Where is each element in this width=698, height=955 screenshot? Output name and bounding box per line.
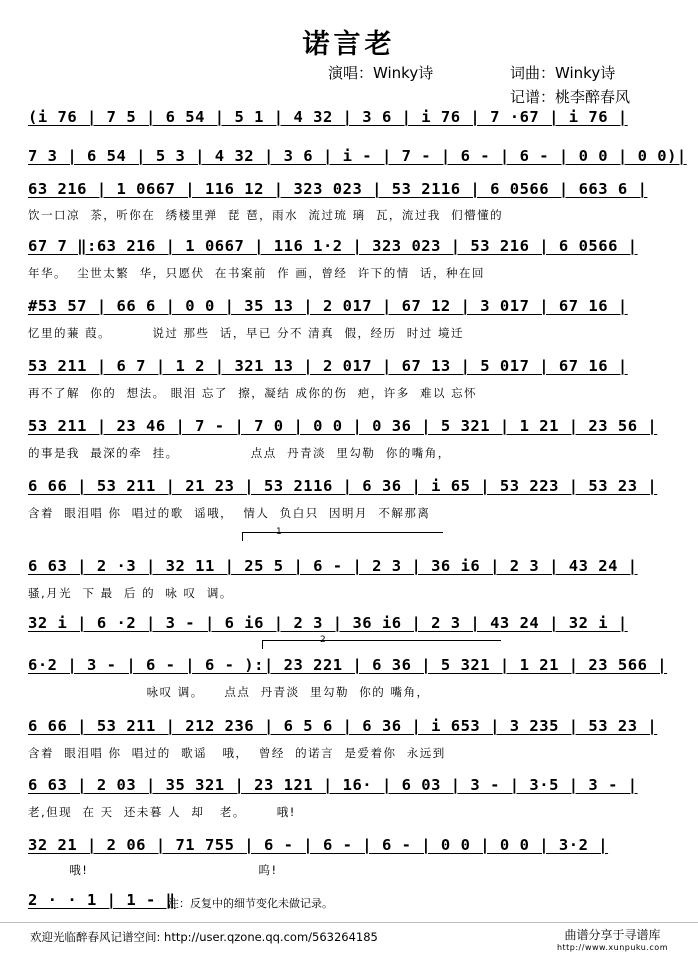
score-row-7: 53 211 | 23 46 | 7 - | 7 0 | 0 0 | 0 36 | 5 321 | 1 21 | 23 56 | [28, 417, 658, 435]
score-row-6: 53 211 | 6 7 | 1 2 | 321 13 | 2 017 | 67 13 | 5 017 | 67 16 | [28, 357, 628, 375]
volta-bracket-1 [242, 532, 443, 541]
transcription-note: 注：反复中的细节变化未做记录。 [168, 897, 333, 910]
lyrics-row-4: 年华。 尘世太繁 华，只愿伏 在书案前 作 画，曾经 许下的情 话，种在回 [28, 266, 486, 280]
singer-credit: 演唱：Winky诗 [328, 64, 434, 82]
volta-bracket-2 [262, 640, 501, 649]
song-title: 诺言老 [302, 29, 396, 60]
transcriber-credit: 记谱：桃李醉春风 [510, 88, 631, 106]
footer-link-text: 欢迎光临醉春风记谱空间: http://user.qzone.qq.com/563264185 [30, 930, 378, 944]
lyrics-row-3: 饮一口凉 茶，听你在 绣楼里弹 琵 琶，雨水 流过琉 璃 瓦，流过我 们懵懂的 [28, 208, 504, 222]
composer-credit: 词曲：Winky诗 [510, 64, 616, 82]
score-row-9: 6 63 | 2 ·3 | 32 11 | 25 5 | 6 - | 2 3 | 36 i6 | 2 3 | 43 24 | [28, 557, 638, 575]
footer-divider [0, 922, 698, 923]
logo-line-1: 曲谱分享于寻谱库 [564, 928, 661, 942]
score-row-11: 6·2 | 3 - | 6 - | 6 - ):| 23 221 | 6 36 | 5 321 | 1 21 | 23 566 | [28, 656, 668, 674]
lyrics-row-6: 再不了解 你的 想法。 眼泪 忘了 擦，凝结 成你的伤 疤，许多 难以 忘怀 [28, 386, 478, 400]
lyrics-row-11: 咏叹 调。 点点 丹青淡 里勾勒 你的 嘴角， [28, 685, 430, 699]
score-row-5: #53 57 | 66 6 | 0 0 | 35 13 | 2 017 | 67 12 | 3 017 | 67 16 | [28, 297, 628, 315]
lyrics-row-14: 哦! 呜! [28, 863, 278, 877]
volta-label-1: 1 [276, 527, 282, 537]
score-row-15: 2 · · 1 | 1 - ‖ [28, 891, 176, 909]
score-row-3: 63 216 | 1 0667 | 116 12 | 323 023 | 53 2116 | 6 0566 | 663 6 | [28, 180, 648, 198]
score-row-12: 6 66 | 53 211 | 212 236 | 6 5 6 | 6 36 | i 653 | 3 235 | 53 23 | [28, 717, 658, 735]
lyrics-row-5: 忆里的蒹 葭。 说过 那些 话，早已 分不 清真 假，经历 时过 境迁 [28, 326, 464, 340]
score-row-2: 7 3 | 6 54 | 5 3 | 4 32 | 3 6 | i - | 7 - | 6 - | 6 - | 0 0 | 0 0)| [28, 147, 687, 165]
score-row-14: 32 21 | 2 06 | 71 755 | 6 - | 6 - | 6 - | 0 0 | 0 0 | 3·2 | [28, 836, 609, 854]
logo-line-2: http://www.xunpuku.com [556, 943, 668, 952]
lyrics-row-8: 含着 眼泪唱 你 唱过的歌 谣哦， 情人 负白只 因明月 不解那离 [28, 506, 431, 520]
score-row-8: 6 66 | 53 211 | 21 23 | 53 2116 | 6 36 | i 65 | 53 223 | 53 23 | [28, 477, 658, 495]
score-row-13: 6 63 | 2 03 | 35 321 | 23 121 | 16· | 6 03 | 3 - | 3·5 | 3 - | [28, 776, 638, 794]
site-logo [557, 926, 668, 952]
lyrics-row-7: 的事是我 最深的牵 挂。 点点 丹青淡 里勾勒 你的嘴角， [28, 446, 451, 460]
score-row-4: 67 7 ‖:63 216 | 1 0667 | 116 1·2 | 323 023 | 53 216 | 6 0566 | [28, 237, 638, 255]
lyrics-row-12: 含着 眼泪唱 你 唱过的 歌谣 哦， 曾经 的诺言 是爱着你 永远到 [28, 746, 446, 760]
score-row-1: (i 76 | 7 5 | 6 54 | 5 1 | 4 32 | 3 6 | i 76 | 7 ·67 | i 76 | [28, 108, 628, 126]
lyrics-row-13: 老,但现 在 天 还未暮 人 却 老。 哦! [28, 805, 296, 819]
volta-label-2: 2 [320, 635, 326, 645]
score-row-10: 32 i | 6 ·2 | 3 - | 6 i6 | 2 3 | 36 i6 | 2 3 | 43 24 | 32 i | [28, 614, 628, 632]
lyrics-row-9: 骚,月光 下 最 后 的 咏 叹 调。 [28, 586, 233, 600]
